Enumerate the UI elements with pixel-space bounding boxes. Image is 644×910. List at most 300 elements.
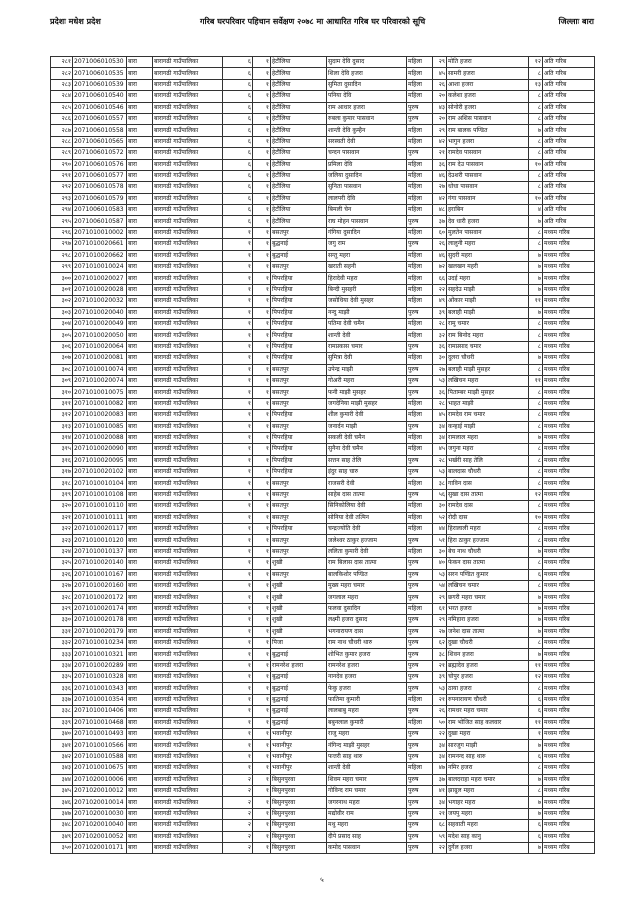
- serial-cell: ३४४: [51, 774, 73, 785]
- age-cell: ३४: [433, 421, 447, 432]
- head-name-cell: गोअरी महरा: [327, 375, 407, 386]
- village-cell: बिसुनपुरवा: [271, 786, 327, 797]
- poverty-category-cell: मध्यम गरिब: [543, 455, 595, 466]
- poverty-category-cell: मध्यम गरिब: [543, 706, 595, 717]
- municipality-cell: बारागढी गाउँपालिका: [153, 182, 223, 193]
- district-cell: बारा: [127, 729, 153, 740]
- poverty-category-cell: मध्यम गरिब: [543, 535, 595, 546]
- sub-ward-cell: १: [253, 683, 271, 694]
- serial-cell: ३१४: [51, 432, 73, 443]
- table-row: [51, 159, 595, 170]
- ward-cell: १: [223, 637, 253, 648]
- ward-cell: ६: [223, 57, 253, 68]
- serial-cell: २९२: [51, 182, 73, 193]
- serial-cell: ३३३: [51, 649, 73, 660]
- head-name-cell: शील कुमारी देवी: [327, 410, 407, 421]
- head-name-cell: हिरादेवी महरा: [327, 273, 407, 284]
- village-cell: बुद्धनाई: [271, 706, 327, 717]
- family-size-cell: ७: [529, 797, 543, 808]
- poverty-category-cell: मध्यम गरिब: [543, 250, 595, 261]
- head-name-cell: फनी माझी मुसहर: [327, 387, 407, 398]
- serial-cell: २८९: [51, 148, 73, 159]
- household-id-cell: 2071010010328: [73, 672, 127, 683]
- poverty-category-cell: मध्यम गरिब: [543, 353, 595, 364]
- sub-ward-cell: १: [253, 398, 271, 409]
- father-name-cell: जनेश दास तात्मा: [447, 626, 529, 637]
- ward-cell: १: [223, 649, 253, 660]
- table-row: [51, 91, 595, 102]
- age-cell: ४५: [433, 410, 447, 421]
- sub-ward-cell: १: [253, 672, 271, 683]
- district-cell: बारा: [127, 467, 153, 478]
- poverty-category-cell: मध्यम गरिब: [543, 296, 595, 307]
- table-row: [51, 136, 595, 147]
- head-name-cell: फेकु हजरा: [327, 683, 407, 694]
- household-id-cell: 2071010010111: [73, 512, 127, 523]
- village-cell: भवानीपुर: [271, 740, 327, 751]
- village-cell: बुद्धनाई: [271, 694, 327, 705]
- village-cell: हेटौंलिया: [271, 148, 327, 159]
- ward-cell: ६: [223, 216, 253, 227]
- district-cell: बारा: [127, 808, 153, 819]
- family-size-cell: ८: [529, 341, 543, 352]
- father-name-cell: बालदराहा महरा चमार: [447, 774, 529, 785]
- head-name-cell: बबुनलाल कुमारी: [327, 717, 407, 728]
- household-id-cell: 2071010010167: [73, 569, 127, 580]
- age-cell: २६: [433, 79, 447, 90]
- table-row: [51, 113, 595, 124]
- gender-cell: महिला: [407, 717, 433, 728]
- table-row: [51, 102, 595, 113]
- gender-cell: पुरुष: [407, 808, 433, 819]
- municipality-cell: बारागढी गाउँपालिका: [153, 740, 223, 751]
- household-id-cell: 2071006010540: [73, 91, 127, 102]
- age-cell: ५३: [433, 375, 447, 386]
- municipality-cell: बारागढी गाउँपालिका: [153, 489, 223, 500]
- table-row: [51, 57, 595, 68]
- family-size-cell: ८: [529, 182, 543, 193]
- poverty-category-cell: अति गरिब: [543, 159, 595, 170]
- household-id-cell: 2071006010557: [73, 113, 127, 124]
- father-name-cell: चोपुर हजरा: [447, 672, 529, 683]
- father-name-cell: ओंकार माझी: [447, 296, 529, 307]
- serial-cell: ३३१: [51, 626, 73, 637]
- table-row: [51, 398, 595, 409]
- municipality-cell: बारागढी गाउँपालिका: [153, 546, 223, 557]
- family-size-cell: ७: [529, 615, 543, 626]
- ward-cell: २: [223, 842, 253, 853]
- table-row: [51, 797, 595, 808]
- household-id-cell: 2071010020117: [73, 524, 127, 535]
- ward-cell: ६: [223, 205, 253, 216]
- poverty-category-cell: अति गरिब: [543, 182, 595, 193]
- household-id-cell: 2071010020179: [73, 626, 127, 637]
- family-size-cell: ६: [529, 751, 543, 762]
- municipality-cell: बारागढी गाउँपालिका: [153, 512, 223, 523]
- sub-ward-cell: १: [253, 660, 271, 671]
- poverty-category-cell: मध्यम गरिब: [543, 432, 595, 443]
- district-cell: बारा: [127, 318, 153, 329]
- father-name-cell: बलाही माझी: [447, 307, 529, 318]
- poverty-category-cell: मध्यम गरिब: [543, 717, 595, 728]
- table-row: [51, 387, 595, 398]
- table-row: [51, 444, 595, 455]
- family-size-cell: १२: [529, 57, 543, 68]
- family-size-cell: ११: [529, 660, 543, 671]
- family-size-cell: ८: [529, 170, 543, 181]
- village-cell: बसतपुर: [271, 262, 327, 273]
- village-cell: हेटौंलिया: [271, 79, 327, 90]
- father-name-cell: लालुनी महरा: [447, 239, 529, 250]
- table-row: [51, 341, 595, 352]
- serial-cell: ३२४: [51, 546, 73, 557]
- ward-cell: १: [223, 239, 253, 250]
- head-name-cell: बिन्दी मुसहरी: [327, 284, 407, 295]
- serial-cell: ३२२: [51, 524, 73, 535]
- district-cell: बारा: [127, 216, 153, 227]
- gender-cell: पुरुष: [407, 672, 433, 683]
- household-id-cell: 2071010020040: [73, 307, 127, 318]
- gender-cell: महिला: [407, 227, 433, 238]
- family-size-cell: ८: [529, 239, 543, 250]
- poverty-category-cell: अति गरिब: [543, 125, 595, 136]
- table-row: [51, 558, 595, 569]
- serial-cell: २९५: [51, 216, 73, 227]
- table-row: [51, 569, 595, 580]
- age-cell: २६: [433, 706, 447, 717]
- table-row: [51, 842, 595, 853]
- poverty-category-cell: मध्यम गरिब: [543, 740, 595, 751]
- serial-cell: ३४८: [51, 820, 73, 831]
- village-cell: बुद्धनाई: [271, 649, 327, 660]
- poverty-category-cell: मध्यम गरिब: [543, 444, 595, 455]
- head-name-cell: लक्ष्मी हजरा दुसाद: [327, 615, 407, 626]
- age-cell: २६: [433, 239, 447, 250]
- poverty-category-cell: अति गरिब: [543, 170, 595, 181]
- household-id-cell: 2071010010493: [73, 729, 127, 740]
- ward-cell: १: [223, 615, 253, 626]
- head-name-cell: फलवा दुसादिन: [327, 603, 407, 614]
- household-id-cell: 2071010020032: [73, 296, 127, 307]
- father-name-cell: रामलाल महरा: [447, 432, 529, 443]
- poverty-category-cell: मध्यम गरिब: [543, 831, 595, 842]
- family-size-cell: ७: [529, 774, 543, 785]
- municipality-cell: बारागढी गाउँपालिका: [153, 136, 223, 147]
- district-cell: बारा: [127, 364, 153, 375]
- poverty-category-cell: मध्यम गरिब: [543, 262, 595, 273]
- municipality-cell: बारागढी गाउँपालिका: [153, 751, 223, 762]
- gender-cell: पुरुष: [407, 786, 433, 797]
- father-name-cell: सहदेउ माझी: [447, 284, 529, 295]
- family-size-cell: ८: [529, 91, 543, 102]
- serial-cell: २८४: [51, 91, 73, 102]
- municipality-cell: बारागढी गाउँपालिका: [153, 478, 223, 489]
- ward-cell: १: [223, 262, 253, 273]
- village-cell: बिसुनपुरवा: [271, 808, 327, 819]
- head-name-cell: शिवम महरा चमार: [327, 774, 407, 785]
- municipality-cell: बारागढी गाउँपालिका: [153, 637, 223, 648]
- table-row: [51, 649, 595, 660]
- table-row: [51, 467, 595, 478]
- district-cell: बारा: [127, 102, 153, 113]
- ward-cell: १: [223, 330, 253, 341]
- household-register-table: [50, 56, 595, 854]
- age-cell: ३०: [433, 501, 447, 512]
- serial-cell: ३१३: [51, 421, 73, 432]
- poverty-category-cell: अति गरिब: [543, 216, 595, 227]
- gender-cell: पुरुष: [407, 729, 433, 740]
- poverty-category-cell: मध्यम गरिब: [543, 512, 595, 523]
- household-id-cell: 2071010010104: [73, 478, 127, 489]
- head-name-cell: नंगिन्द माझी मुसहर: [327, 740, 407, 751]
- family-size-cell: ७: [529, 353, 543, 364]
- sub-ward-cell: १: [253, 546, 271, 557]
- sub-ward-cell: १: [253, 148, 271, 159]
- ward-cell: २: [223, 820, 253, 831]
- district-cell: बारा: [127, 284, 153, 295]
- serial-cell: ३३०: [51, 615, 73, 626]
- serial-cell: ३३२: [51, 637, 73, 648]
- poverty-category-cell: मध्यम गरिब: [543, 558, 595, 569]
- serial-cell: ३४६: [51, 797, 73, 808]
- gender-cell: महिला: [407, 182, 433, 193]
- family-size-cell: ६: [529, 569, 543, 580]
- poverty-category-cell: मध्यम गरिब: [543, 808, 595, 819]
- head-name-cell: सुमिता दुसादिन: [327, 79, 407, 90]
- household-id-cell: 2071010020160: [73, 580, 127, 591]
- municipality-cell: बारागढी गाउँपालिका: [153, 706, 223, 717]
- poverty-category-cell: मध्यम गरिब: [543, 375, 595, 386]
- poverty-category-cell: मध्यम गरिब: [543, 683, 595, 694]
- village-cell: पिपरहिया: [271, 330, 327, 341]
- family-size-cell: ८: [529, 637, 543, 648]
- age-cell: २९: [433, 125, 447, 136]
- family-size-cell: ७: [529, 307, 543, 318]
- village-cell: हेटौंलिया: [271, 136, 327, 147]
- sub-ward-cell: १: [253, 353, 271, 364]
- poverty-category-cell: अति गरिब: [543, 148, 595, 159]
- district-cell: बारा: [127, 125, 153, 136]
- sub-ward-cell: १: [253, 227, 271, 238]
- municipality-cell: बारागढी गाउँपालिका: [153, 296, 223, 307]
- municipality-cell: बारागढी गाउँपालिका: [153, 672, 223, 683]
- ward-cell: १: [223, 341, 253, 352]
- head-name-cell: मुख्य महरा चमार: [327, 580, 407, 591]
- ward-cell: ६: [223, 79, 253, 90]
- household-id-cell: 2071010010343: [73, 683, 127, 694]
- household-id-cell: 2071010020074: [73, 375, 127, 386]
- district-cell: बारा: [127, 683, 153, 694]
- table-row: [51, 330, 595, 341]
- head-name-cell: सकली देवी चमैन: [327, 432, 407, 443]
- village-cell: बसतपुर: [271, 387, 327, 398]
- ward-cell: १: [223, 421, 253, 432]
- district-cell: बारा: [127, 626, 153, 637]
- village-cell: पिपरहिया: [271, 524, 327, 535]
- sub-ward-cell: १: [253, 307, 271, 318]
- household-id-cell: 2071010020178: [73, 615, 127, 626]
- village-cell: भवानीपुर: [271, 751, 327, 762]
- ward-cell: १: [223, 364, 253, 375]
- sub-ward-cell: १: [253, 740, 271, 751]
- family-size-cell: ८: [529, 444, 543, 455]
- ward-cell: १: [223, 375, 253, 386]
- sub-ward-cell: १: [253, 216, 271, 227]
- head-name-cell: जलेश्वर ठाकुर हज्जाम: [327, 535, 407, 546]
- sub-ward-cell: १: [253, 467, 271, 478]
- family-size-cell: ८: [529, 501, 543, 512]
- ward-cell: १: [223, 535, 253, 546]
- sub-ward-cell: १: [253, 102, 271, 113]
- father-name-cell: रामप्रसाद चमार: [447, 341, 529, 352]
- ward-cell: १: [223, 284, 253, 295]
- household-id-cell: 2071010010002: [73, 227, 127, 238]
- household-id-cell: 2071010010675: [73, 763, 127, 774]
- district-cell: बारा: [127, 148, 153, 159]
- sub-ward-cell: १: [253, 774, 271, 785]
- municipality-cell: बारागढी गाउँपालिका: [153, 603, 223, 614]
- family-size-cell: ४: [529, 205, 543, 216]
- municipality-cell: बारागढी गाउँपालिका: [153, 410, 223, 421]
- village-cell: बुद्धनाई: [271, 683, 327, 694]
- serial-cell: ३४७: [51, 808, 73, 819]
- family-size-cell: ८: [529, 535, 543, 546]
- family-size-cell: ७: [529, 273, 543, 284]
- district-cell: बारा: [127, 57, 153, 68]
- household-id-cell: 2071010010566: [73, 740, 127, 751]
- age-cell: ३६: [433, 387, 447, 398]
- sub-ward-cell: १: [253, 364, 271, 375]
- sub-ward-cell: १: [253, 489, 271, 500]
- village-cell: हेटौंलिया: [271, 91, 327, 102]
- serial-cell: २९३: [51, 193, 73, 204]
- sub-ward-cell: १: [253, 603, 271, 614]
- age-cell: ४५: [433, 444, 447, 455]
- gender-cell: महिला: [407, 432, 433, 443]
- poverty-category-cell: मध्यम गरिब: [543, 387, 595, 398]
- household-id-cell: 2071010020083: [73, 410, 127, 421]
- household-id-cell: 2071010020661: [73, 239, 127, 250]
- municipality-cell: बारागढी गाउँपालिका: [153, 842, 223, 853]
- family-size-cell: ८: [529, 421, 543, 432]
- ward-cell: १: [223, 398, 253, 409]
- table-row: [51, 421, 595, 432]
- table-row: [51, 626, 595, 637]
- age-cell: २१: [433, 808, 447, 819]
- age-cell: ५६: [433, 489, 447, 500]
- household-id-cell: 2071006010587: [73, 216, 127, 227]
- district-cell: बारा: [127, 842, 153, 853]
- head-name-cell: शान्ती देवी: [327, 763, 407, 774]
- sub-ward-cell: १: [253, 842, 271, 853]
- father-name-cell: राम बिनोद महरा: [447, 330, 529, 341]
- district-cell: बारा: [127, 706, 153, 717]
- family-size-cell: ७: [529, 262, 543, 273]
- municipality-cell: बारागढी गाउँपालिका: [153, 387, 223, 398]
- poverty-category-cell: मध्यम गरिब: [543, 489, 595, 500]
- district-cell: बारा: [127, 68, 153, 79]
- gender-cell: पुरुष: [407, 364, 433, 375]
- head-name-cell: ललिता कुमारी देवी: [327, 546, 407, 557]
- gender-cell: महिला: [407, 170, 433, 181]
- table-row: [51, 751, 595, 762]
- village-cell: बिसुनपुरवा: [271, 797, 327, 808]
- age-cell: ३२: [433, 330, 447, 341]
- municipality-cell: बारागढी गाउँपालिका: [153, 68, 223, 79]
- poverty-category-cell: मध्यम गरिब: [543, 660, 595, 671]
- ward-cell: १: [223, 250, 253, 261]
- table-row: [51, 535, 595, 546]
- village-cell: पिजा: [271, 637, 327, 648]
- sub-ward-cell: १: [253, 182, 271, 193]
- age-cell: २१: [433, 660, 447, 671]
- age-cell: ४७: [433, 763, 447, 774]
- gender-cell: महिला: [407, 296, 433, 307]
- municipality-cell: बारागढी गाउँपालिका: [153, 262, 223, 273]
- age-cell: २७: [433, 364, 447, 375]
- household-id-cell: 2071010020081: [73, 353, 127, 364]
- poverty-category-cell: अति गरिब: [543, 193, 595, 204]
- serial-cell: ३२५: [51, 558, 73, 569]
- municipality-cell: बारागढी गाउँपालिका: [153, 717, 223, 728]
- poverty-category-cell: मध्यम गरिब: [543, 307, 595, 318]
- family-size-cell: १: [529, 729, 543, 740]
- sub-ward-cell: १: [253, 91, 271, 102]
- poverty-category-cell: मध्यम गरिब: [543, 842, 595, 853]
- family-size-cell: ८: [529, 318, 543, 329]
- family-size-cell: १०: [529, 159, 543, 170]
- serial-cell: ३३८: [51, 706, 73, 717]
- village-cell: पिपरहिया: [271, 432, 327, 443]
- gender-cell: महिला: [407, 444, 433, 455]
- sub-ward-cell: १: [253, 649, 271, 660]
- serial-cell: ३२६: [51, 569, 73, 580]
- head-name-cell: नन्दु माझी: [327, 307, 407, 318]
- district-cell: बारा: [127, 820, 153, 831]
- table-row: [51, 273, 595, 284]
- municipality-cell: बारागढी गाउँपालिका: [153, 216, 223, 227]
- sub-ward-cell: १: [253, 637, 271, 648]
- ward-cell: १: [223, 318, 253, 329]
- age-cell: ३०: [433, 546, 447, 557]
- municipality-cell: बारागढी गाउँपालिका: [153, 398, 223, 409]
- family-size-cell: ८: [529, 786, 543, 797]
- village-cell: बुद्धनाई: [271, 672, 327, 683]
- district-cell: बारा: [127, 660, 153, 671]
- gender-cell: पुरुष: [407, 387, 433, 398]
- village-cell: पिपरहिया: [271, 410, 327, 421]
- age-cell: २१: [433, 148, 447, 159]
- father-name-cell: नमिहारा हजरा: [447, 615, 529, 626]
- sub-ward-cell: १: [253, 569, 271, 580]
- village-cell: हेटौंलिया: [271, 102, 327, 113]
- poverty-category-cell: मध्यम गरिब: [543, 626, 595, 637]
- family-size-cell: ८: [529, 580, 543, 591]
- father-name-cell: सरन पण्डित कुमार: [447, 569, 529, 580]
- head-name-cell: सन्तु महरा: [327, 250, 407, 261]
- municipality-cell: बारागढी गाउँपालिका: [153, 683, 223, 694]
- village-cell: पिपरहिया: [271, 353, 327, 364]
- ward-cell: १: [223, 751, 253, 762]
- poverty-category-cell: मध्यम गरिब: [543, 603, 595, 614]
- father-name-cell: पिताम्बर माझी मुसहर: [447, 387, 529, 398]
- gender-cell: पुरुष: [407, 216, 433, 227]
- gender-cell: पुरुष: [407, 102, 433, 113]
- table-row: [51, 227, 595, 238]
- father-name-cell: सामरी हजरा: [447, 68, 529, 79]
- district-cell: बारा: [127, 398, 153, 409]
- ward-cell: १: [223, 740, 253, 751]
